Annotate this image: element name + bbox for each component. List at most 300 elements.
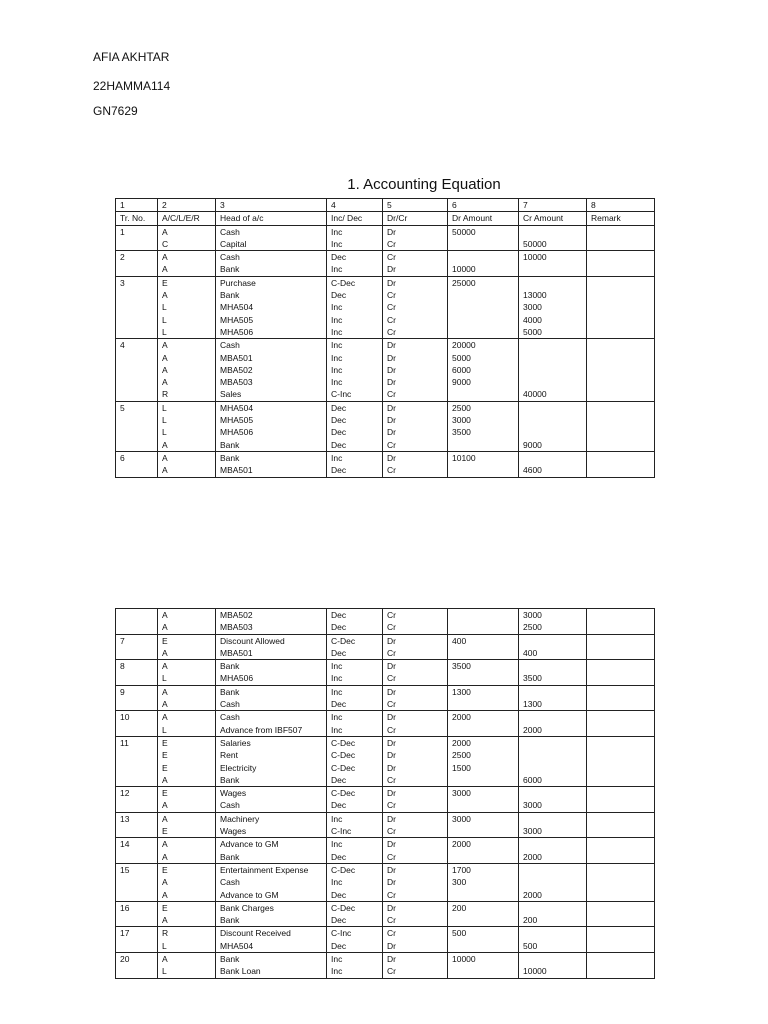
- remark: [587, 799, 655, 812]
- transaction-number: 11: [116, 736, 158, 749]
- inc-dec: C-Dec: [327, 901, 383, 914]
- inc-dec: Dec: [327, 889, 383, 902]
- dr-cr: Cr: [383, 889, 448, 902]
- account-type: E: [158, 787, 216, 800]
- account-type: L: [158, 326, 216, 339]
- cr-amount: 9000: [519, 439, 587, 452]
- remark: [587, 364, 655, 376]
- transaction-number: [116, 724, 158, 737]
- dr-cr: Cr: [383, 609, 448, 622]
- account-type: E: [158, 901, 216, 914]
- transaction-line: [116, 812, 655, 825]
- head-of-account: Cash: [216, 251, 327, 264]
- transaction-group: [116, 711, 655, 737]
- dr-cr: Dr: [383, 276, 448, 289]
- account-type: L: [158, 314, 216, 326]
- dr-amount: [448, 647, 519, 660]
- account-type: A: [158, 251, 216, 264]
- head-of-account: Bank: [216, 439, 327, 452]
- dr-amount: 2500: [448, 749, 519, 761]
- transaction-number: [116, 388, 158, 401]
- transaction-number: [116, 289, 158, 301]
- transaction-number: [116, 352, 158, 364]
- transaction-line: [116, 464, 655, 477]
- inc-dec: Dec: [327, 251, 383, 264]
- remark: [587, 251, 655, 264]
- student-roll: 22HAMMA114: [93, 79, 171, 93]
- transaction-number: 8: [116, 660, 158, 673]
- head-of-account: MHA504: [216, 401, 327, 414]
- inc-dec: Inc: [327, 876, 383, 888]
- inc-dec: Dec: [327, 426, 383, 438]
- dr-cr: Dr: [383, 401, 448, 414]
- account-type: A: [158, 451, 216, 464]
- cr-amount: 10000: [519, 251, 587, 264]
- cr-amount: 2000: [519, 724, 587, 737]
- dr-cr: Dr: [383, 901, 448, 914]
- head-of-account: Bank: [216, 263, 327, 276]
- transaction-number: 17: [116, 927, 158, 940]
- remark: [587, 711, 655, 724]
- dr-cr: Dr: [383, 634, 448, 647]
- transaction-number: [116, 914, 158, 927]
- dr-cr: Dr: [383, 940, 448, 953]
- dr-cr: Cr: [383, 927, 448, 940]
- dr-amount: 2500: [448, 401, 519, 414]
- account-type: L: [158, 414, 216, 426]
- head-of-account: Cash: [216, 225, 327, 238]
- dr-cr: Dr: [383, 838, 448, 851]
- inc-dec: C-Dec: [327, 634, 383, 647]
- account-type: A: [158, 799, 216, 812]
- column-header-row: [116, 212, 655, 225]
- remark: [587, 698, 655, 711]
- cr-amount: [519, 352, 587, 364]
- transaction-line: [116, 451, 655, 464]
- head-of-account: Bank: [216, 914, 327, 927]
- remark: [587, 863, 655, 876]
- inc-dec: Dec: [327, 799, 383, 812]
- account-type: A: [158, 685, 216, 698]
- remark: [587, 812, 655, 825]
- remark: [587, 621, 655, 634]
- dr-amount: [448, 609, 519, 622]
- account-type: A: [158, 953, 216, 966]
- cr-amount: [519, 426, 587, 438]
- col-header: Cr Amount: [519, 212, 587, 225]
- inc-dec: Dec: [327, 414, 383, 426]
- remark: [587, 352, 655, 364]
- dr-cr: Dr: [383, 352, 448, 364]
- head-of-account: Wages: [216, 825, 327, 838]
- transaction-number: 5: [116, 401, 158, 414]
- account-type: E: [158, 762, 216, 774]
- transaction-number: 14: [116, 838, 158, 851]
- cr-amount: 6000: [519, 774, 587, 787]
- dr-amount: [448, 851, 519, 864]
- dr-cr: Dr: [383, 953, 448, 966]
- dr-amount: [448, 965, 519, 978]
- account-type: A: [158, 851, 216, 864]
- transaction-line: [116, 609, 655, 622]
- cr-amount: 50000: [519, 238, 587, 251]
- inc-dec: Dec: [327, 289, 383, 301]
- transaction-line: [116, 914, 655, 927]
- dr-amount: 50000: [448, 225, 519, 238]
- dr-cr: Dr: [383, 426, 448, 438]
- dr-amount: 10000: [448, 263, 519, 276]
- inc-dec: Inc: [327, 660, 383, 673]
- cr-amount: 3000: [519, 825, 587, 838]
- cr-amount: 5000: [519, 326, 587, 339]
- account-type: A: [158, 812, 216, 825]
- account-type: A: [158, 647, 216, 660]
- transaction-number: 1: [116, 225, 158, 238]
- head-of-account: Purchase: [216, 276, 327, 289]
- head-of-account: Cash: [216, 339, 327, 352]
- remark: [587, 851, 655, 864]
- transaction-number: 2: [116, 251, 158, 264]
- cr-amount: [519, 451, 587, 464]
- head-of-account: Bank: [216, 774, 327, 787]
- col-number: 6: [448, 199, 519, 212]
- head-of-account: Discount Received: [216, 927, 327, 940]
- inc-dec: Dec: [327, 940, 383, 953]
- dr-cr: Cr: [383, 799, 448, 812]
- head-of-account: Wages: [216, 787, 327, 800]
- inc-dec: Dec: [327, 698, 383, 711]
- remark: [587, 927, 655, 940]
- cr-amount: 400: [519, 647, 587, 660]
- remark: [587, 914, 655, 927]
- dr-amount: 1700: [448, 863, 519, 876]
- account-type: L: [158, 672, 216, 685]
- inc-dec: Inc: [327, 711, 383, 724]
- transaction-number: [116, 851, 158, 864]
- inc-dec: Inc: [327, 326, 383, 339]
- transaction-number: 16: [116, 901, 158, 914]
- cr-amount: 10000: [519, 965, 587, 978]
- dr-cr: Cr: [383, 289, 448, 301]
- transaction-number: 15: [116, 863, 158, 876]
- remark: [587, 736, 655, 749]
- account-type: A: [158, 364, 216, 376]
- transaction-line: [116, 289, 655, 301]
- transaction-number: 20: [116, 953, 158, 966]
- dr-amount: [448, 301, 519, 313]
- cr-amount: [519, 749, 587, 761]
- dr-amount: 10100: [448, 451, 519, 464]
- head-of-account: Bank: [216, 451, 327, 464]
- dr-cr: Dr: [383, 863, 448, 876]
- inc-dec: Dec: [327, 774, 383, 787]
- dr-amount: [448, 464, 519, 477]
- inc-dec: C-Dec: [327, 762, 383, 774]
- remark: [587, 301, 655, 313]
- cr-amount: [519, 263, 587, 276]
- col-header: Dr/Cr: [383, 212, 448, 225]
- remark: [587, 660, 655, 673]
- inc-dec: Inc: [327, 953, 383, 966]
- dr-cr: Cr: [383, 851, 448, 864]
- dr-amount: [448, 698, 519, 711]
- dr-amount: [448, 724, 519, 737]
- transaction-line: [116, 851, 655, 864]
- col-number: 8: [587, 199, 655, 212]
- dr-amount: 2000: [448, 736, 519, 749]
- cr-amount: [519, 876, 587, 888]
- remark: [587, 889, 655, 902]
- transaction-line: [116, 889, 655, 902]
- inc-dec: Dec: [327, 851, 383, 864]
- remark: [587, 326, 655, 339]
- transaction-line: [116, 326, 655, 339]
- cr-amount: [519, 339, 587, 352]
- dr-amount: 3000: [448, 787, 519, 800]
- remark: [587, 787, 655, 800]
- transaction-number: [116, 621, 158, 634]
- cr-amount: [519, 634, 587, 647]
- inc-dec: Inc: [327, 225, 383, 238]
- dr-cr: Dr: [383, 762, 448, 774]
- transaction-line: [116, 251, 655, 264]
- transaction-group: [116, 339, 655, 401]
- head-of-account: Cash: [216, 698, 327, 711]
- dr-cr: Dr: [383, 660, 448, 673]
- head-of-account: Cash: [216, 711, 327, 724]
- head-of-account: MBA502: [216, 364, 327, 376]
- transaction-line: [116, 787, 655, 800]
- cr-amount: [519, 762, 587, 774]
- dr-cr: Cr: [383, 301, 448, 313]
- transaction-line: [116, 401, 655, 414]
- transaction-group: [116, 451, 655, 477]
- inc-dec: C-Dec: [327, 787, 383, 800]
- transaction-line: [116, 762, 655, 774]
- inc-dec: Inc: [327, 364, 383, 376]
- inc-dec: C-Inc: [327, 825, 383, 838]
- cr-amount: 3000: [519, 609, 587, 622]
- head-of-account: Advance from IBF507: [216, 724, 327, 737]
- account-type: A: [158, 339, 216, 352]
- transaction-line: [116, 364, 655, 376]
- transaction-line: [116, 927, 655, 940]
- remark: [587, 774, 655, 787]
- remark: [587, 749, 655, 761]
- transaction-number: [116, 825, 158, 838]
- transaction-number: [116, 698, 158, 711]
- head-of-account: Electricity: [216, 762, 327, 774]
- head-of-account: MHA506: [216, 326, 327, 339]
- head-of-account: Bank: [216, 851, 327, 864]
- cr-amount: [519, 863, 587, 876]
- cr-amount: 3500: [519, 672, 587, 685]
- dr-cr: Dr: [383, 812, 448, 825]
- cr-amount: [519, 711, 587, 724]
- head-of-account: MHA504: [216, 301, 327, 313]
- remark: [587, 276, 655, 289]
- cr-amount: 500: [519, 940, 587, 953]
- dr-cr: Dr: [383, 711, 448, 724]
- transaction-number: [116, 965, 158, 978]
- inc-dec: Inc: [327, 238, 383, 251]
- transaction-line: [116, 774, 655, 787]
- head-of-account: MHA505: [216, 414, 327, 426]
- transaction-number: [116, 238, 158, 251]
- head-of-account: MBA501: [216, 647, 327, 660]
- dr-cr: Dr: [383, 263, 448, 276]
- inc-dec: Inc: [327, 314, 383, 326]
- col-number: 5: [383, 199, 448, 212]
- head-of-account: MHA504: [216, 940, 327, 953]
- dr-cr: Cr: [383, 251, 448, 264]
- transaction-line: [116, 376, 655, 388]
- account-type: A: [158, 838, 216, 851]
- transaction-number: [116, 426, 158, 438]
- cr-amount: [519, 414, 587, 426]
- cr-amount: 3000: [519, 301, 587, 313]
- dr-amount: 3000: [448, 414, 519, 426]
- head-of-account: MBA503: [216, 621, 327, 634]
- transaction-line: [116, 825, 655, 838]
- head-of-account: MBA503: [216, 376, 327, 388]
- col-number: 3: [216, 199, 327, 212]
- dr-cr: Dr: [383, 376, 448, 388]
- remark: [587, 838, 655, 851]
- account-type: E: [158, 634, 216, 647]
- transaction-line: [116, 414, 655, 426]
- cr-amount: [519, 838, 587, 851]
- dr-amount: 5000: [448, 352, 519, 364]
- dr-cr: Dr: [383, 749, 448, 761]
- remark: [587, 238, 655, 251]
- remark: [587, 451, 655, 464]
- cr-amount: 2500: [519, 621, 587, 634]
- remark: [587, 825, 655, 838]
- dr-cr: Cr: [383, 825, 448, 838]
- transaction-group: [116, 812, 655, 838]
- remark: [587, 464, 655, 477]
- dr-amount: [448, 940, 519, 953]
- remark: [587, 634, 655, 647]
- col-number: 1: [116, 199, 158, 212]
- account-type: A: [158, 352, 216, 364]
- dr-cr: Cr: [383, 774, 448, 787]
- remark: [587, 724, 655, 737]
- dr-amount: 20000: [448, 339, 519, 352]
- account-type: E: [158, 276, 216, 289]
- inc-dec: Inc: [327, 263, 383, 276]
- transaction-group: [116, 634, 655, 660]
- inc-dec: Inc: [327, 838, 383, 851]
- transaction-number: [116, 749, 158, 761]
- cr-amount: [519, 376, 587, 388]
- inc-dec: Inc: [327, 352, 383, 364]
- remark: [587, 762, 655, 774]
- column-number-row: [116, 199, 655, 212]
- transaction-number: 6: [116, 451, 158, 464]
- dr-cr: Cr: [383, 914, 448, 927]
- dr-amount: 9000: [448, 376, 519, 388]
- head-of-account: Advance to GM: [216, 889, 327, 902]
- col-header: A/C/L/E/R: [158, 212, 216, 225]
- dr-amount: 2000: [448, 711, 519, 724]
- transaction-line: [116, 647, 655, 660]
- dr-amount: [448, 388, 519, 401]
- head-of-account: Bank: [216, 660, 327, 673]
- remark: [587, 414, 655, 426]
- dr-amount: 1300: [448, 685, 519, 698]
- head-of-account: Sales: [216, 388, 327, 401]
- head-of-account: Cash: [216, 799, 327, 812]
- dr-cr: Cr: [383, 724, 448, 737]
- account-type: E: [158, 749, 216, 761]
- dr-amount: [448, 914, 519, 927]
- remark: [587, 672, 655, 685]
- col-header: Tr. No.: [116, 212, 158, 225]
- transaction-line: [116, 225, 655, 238]
- transaction-line: [116, 352, 655, 364]
- transaction-number: [116, 263, 158, 276]
- transaction-number: [116, 762, 158, 774]
- dr-amount: 1500: [448, 762, 519, 774]
- head-of-account: MHA505: [216, 314, 327, 326]
- dr-cr: Cr: [383, 965, 448, 978]
- transaction-line: [116, 711, 655, 724]
- inc-dec: C-Dec: [327, 749, 383, 761]
- dr-cr: Cr: [383, 698, 448, 711]
- transaction-number: [116, 889, 158, 902]
- dr-cr: Cr: [383, 464, 448, 477]
- cr-amount: 40000: [519, 388, 587, 401]
- transaction-group: [116, 787, 655, 813]
- account-type: R: [158, 927, 216, 940]
- dr-cr: Cr: [383, 439, 448, 452]
- inc-dec: Dec: [327, 647, 383, 660]
- transaction-line: [116, 965, 655, 978]
- cr-amount: 13000: [519, 289, 587, 301]
- transaction-line: [116, 426, 655, 438]
- account-type: A: [158, 289, 216, 301]
- transaction-number: 4: [116, 339, 158, 352]
- account-type: L: [158, 724, 216, 737]
- dr-amount: 400: [448, 634, 519, 647]
- transaction-number: [116, 672, 158, 685]
- remark: [587, 426, 655, 438]
- dr-amount: 3500: [448, 426, 519, 438]
- head-of-account: Advance to GM: [216, 838, 327, 851]
- account-type: A: [158, 439, 216, 452]
- transaction-line: [116, 685, 655, 698]
- cr-amount: 200: [519, 914, 587, 927]
- cr-amount: [519, 901, 587, 914]
- inc-dec: Dec: [327, 464, 383, 477]
- transaction-number: [116, 647, 158, 660]
- remark: [587, 876, 655, 888]
- head-of-account: Capital: [216, 238, 327, 251]
- inc-dec: Dec: [327, 439, 383, 452]
- transaction-number: [116, 464, 158, 477]
- remark: [587, 289, 655, 301]
- col-number: 7: [519, 199, 587, 212]
- inc-dec: C-Dec: [327, 736, 383, 749]
- account-type: L: [158, 401, 216, 414]
- col-header: Head of a/c: [216, 212, 327, 225]
- transaction-number: 12: [116, 787, 158, 800]
- dr-cr: Cr: [383, 326, 448, 339]
- account-type: L: [158, 965, 216, 978]
- account-type: A: [158, 711, 216, 724]
